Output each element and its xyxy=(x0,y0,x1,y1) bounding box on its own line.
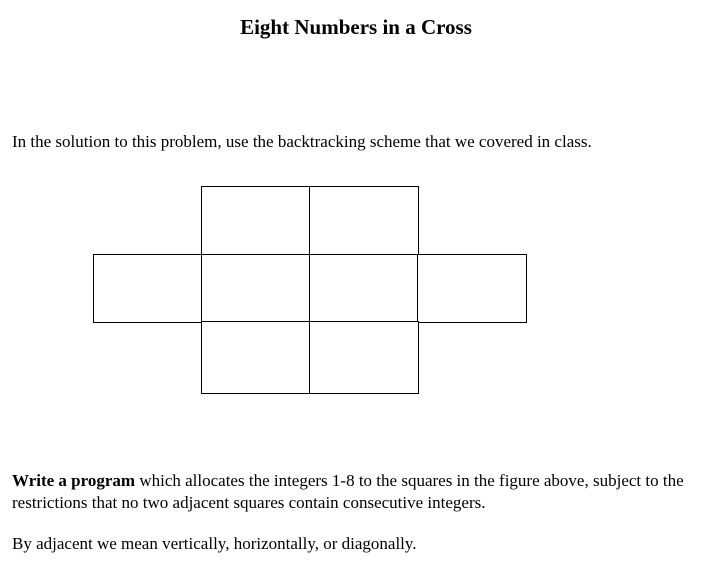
intro-paragraph: In the solution to this problem, use the backtracking scheme that we covered in class. xyxy=(12,132,592,151)
square-middle-far-right xyxy=(417,254,527,323)
task-bold-lead: Write a program xyxy=(12,471,136,490)
square-bottom-left xyxy=(201,321,311,394)
square-bottom-right xyxy=(309,321,419,394)
square-middle-left xyxy=(201,254,311,323)
task-body: which allocates the integers 1-8 to the squares in the figure above, subject to the restrictions that no two adjacent squares contain consecutive integers. xyxy=(12,471,684,512)
page-title: Eight Numbers in a Cross xyxy=(240,15,472,39)
square-top-right xyxy=(309,186,419,256)
task-paragraph xyxy=(12,470,707,514)
square-middle-right xyxy=(309,254,419,323)
square-top-left xyxy=(201,186,311,256)
adjacency-paragraph: By adjacent we mean vertically, horizontally, or diagonally. xyxy=(12,534,417,553)
square-middle-far-left xyxy=(93,254,203,323)
